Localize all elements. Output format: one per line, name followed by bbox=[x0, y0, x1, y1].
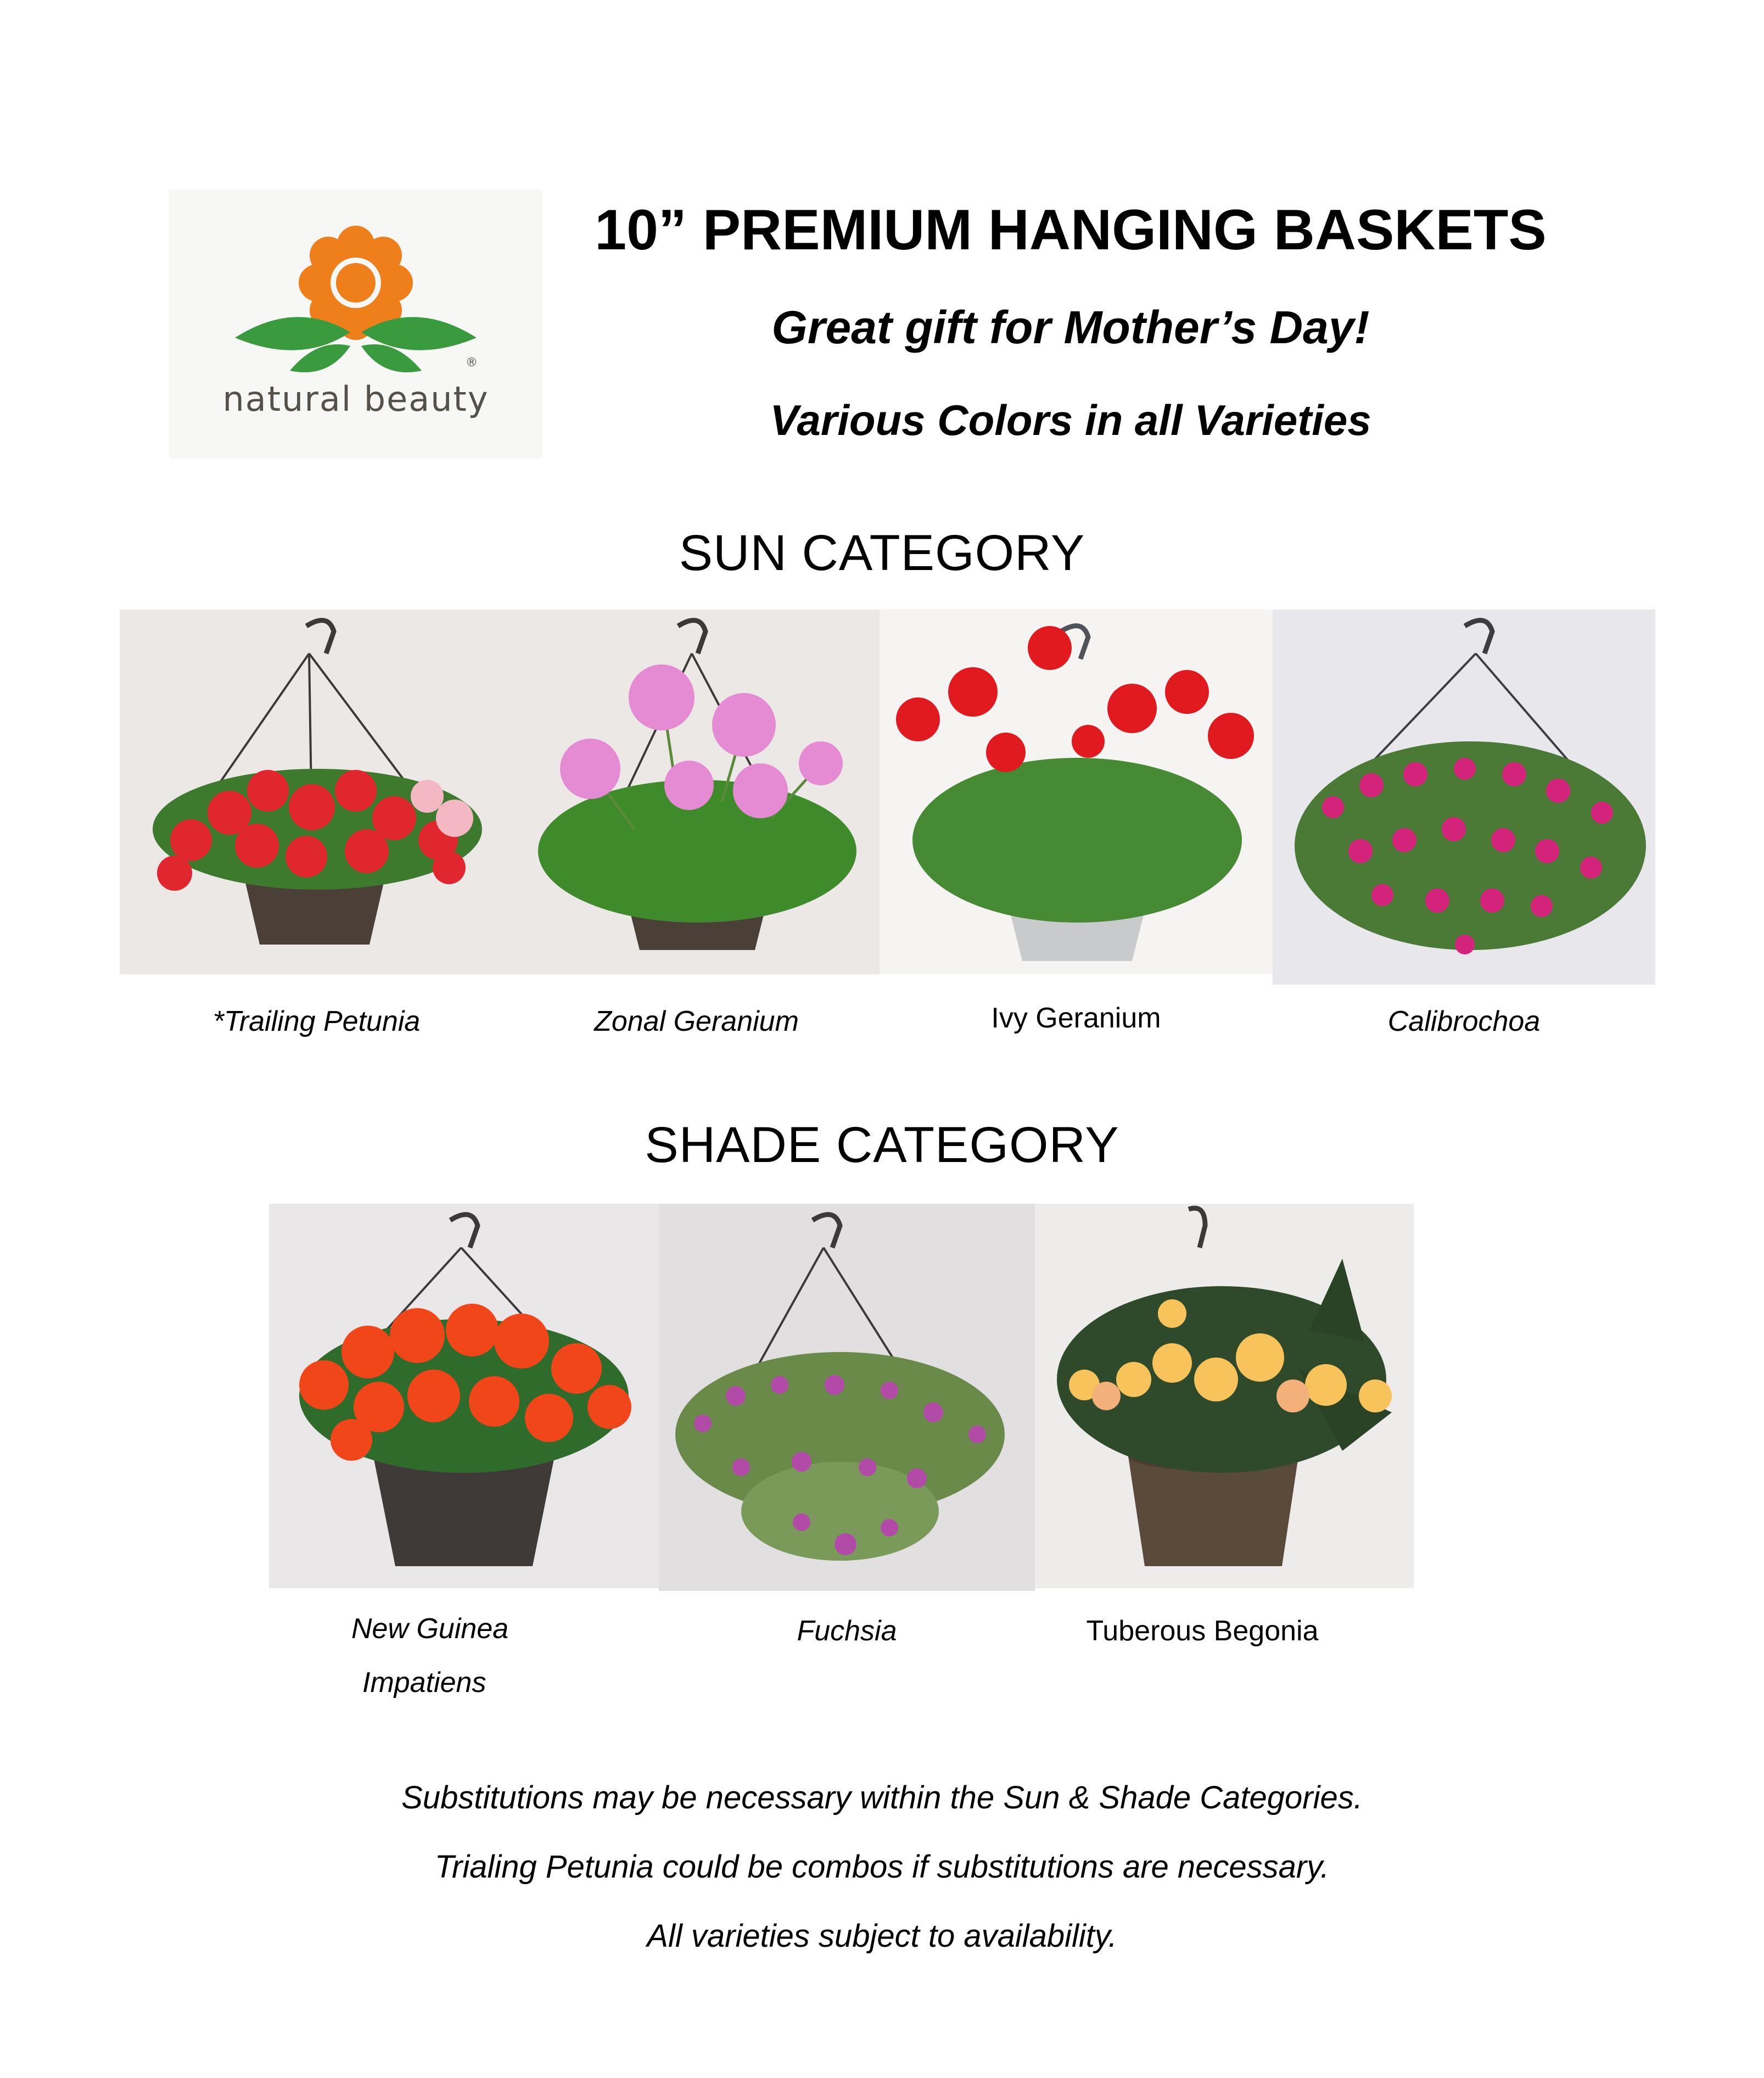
shade-category-title: SHADE CATEGORY bbox=[645, 1117, 1119, 1173]
footer-note-availability: All varieties subject to availability. bbox=[647, 1918, 1117, 1954]
tuberous-begonia-photo bbox=[1035, 1204, 1414, 1588]
caption-ivy-geranium: Ivy Geranium bbox=[991, 1002, 1161, 1034]
page-tagline: Various Colors in all Varieties bbox=[770, 396, 1371, 444]
new-guinea-impatiens-photo bbox=[269, 1204, 659, 1588]
caption-zonal-geranium: Zonal Geranium bbox=[594, 1006, 799, 1037]
page-subtitle: Great gift for Mother’s Day! bbox=[771, 301, 1370, 353]
brand-logo bbox=[169, 189, 542, 459]
page-title: 10” PREMIUM HANGING BASKETS bbox=[595, 198, 1547, 262]
brand-name: natural beauty bbox=[222, 379, 489, 419]
calibrochoa-photo bbox=[1273, 610, 1655, 985]
caption-tuberous-begonia: Tuberous Begonia bbox=[1086, 1615, 1319, 1647]
caption-new-guinea-line2: Impatiens bbox=[362, 1667, 486, 1699]
svg-text:®: ® bbox=[466, 356, 478, 370]
caption-calibrochoa: Calibrochoa bbox=[1387, 1006, 1541, 1037]
sun-category-title: SUN CATEGORY bbox=[679, 525, 1085, 581]
caption-fuchsia: Fuchsia bbox=[797, 1615, 897, 1647]
zonal-geranium-photo bbox=[513, 610, 880, 974]
footer-note-trialing-petunia: Trialing Petunia could be combos if substitutions are necessary. bbox=[434, 1849, 1330, 1885]
trailing-petunia-photo bbox=[120, 610, 513, 974]
caption-trailing-petunia: *Trailing Petunia bbox=[212, 1006, 421, 1037]
caption-new-guinea-line1: New Guinea bbox=[351, 1613, 509, 1645]
footer-note-substitutions: Substitutions may be necessary within the Sun & Shade Categories. bbox=[401, 1780, 1363, 1816]
fuchsia-photo bbox=[659, 1204, 1035, 1591]
ivy-geranium-photo bbox=[880, 610, 1273, 974]
